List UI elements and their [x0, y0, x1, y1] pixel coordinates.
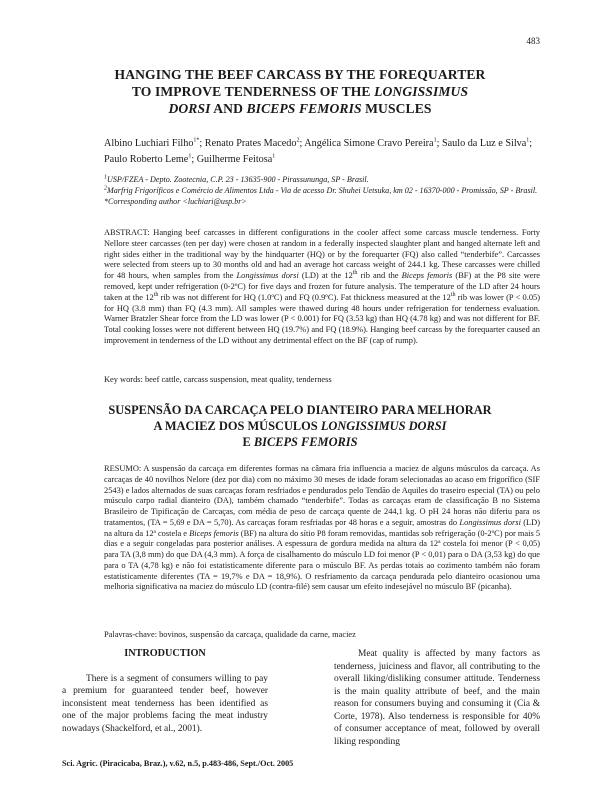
resumo-text: (BF) na altura do sítio P8 foram removidas, mantidas sob refrigeração (0-2ºC) por mais 5 dias e a seguir congeladas para posterior análises. A espessura de gordura medida na altura da 12ª costela foi menor (P < 0,05) para TA (3,8 mm) do que DA (4,3 mm). A força de cisalhamento do músculo LD foi menor (P < 0,01) para o DA (3,53 kg) do que para o TA (4,78 kg) e não foi estatisticamente diferente para o músculo BF. As perdas totais ao cozimento também não foram estatisticamente diferentes (TA = 19,7% e DA = 18,9%). O resfriamento da carcaça pendurada pelo dianteiro ocasionou uma melhoria significativa na maciez do músculo LD (contra-filé) sem causar um efeito indesejável no músculo BF (picanha).: [104, 528, 541, 592]
affiliations: [104, 174, 540, 207]
page-number: 483: [526, 36, 540, 46]
author-name: ; Renato Prates Macedo: [199, 138, 297, 149]
pt-title-text: E: [242, 435, 254, 449]
resumo-text: A suspensão da carcaça em diferentes formas na câmara fria influencia a maciez de alguns músculos da carcaça. As carcaças de 40 novilhos Nelore (dez por dia) com no máximo 30 meses de idade foram selecionadas ao acaso em frigorífico (SIF 2543) e lados alternados de suas carcaças foram resfriados e pendurados pelo Tendão de Aquiles do traseiro especial (TA) ou pelo músculo carpo radial dianteiro (DA), também chamado “tenderbife”. Todas as carcaças eram de classificação B no Sistema Brasileiro de Tipificação de Carcaças, com média de peso de carcaça quente de 244,1 kg. O pH 24 horas não diferiu para os tratamentos, (TA = 5,69 e DA = 5,70). As carcaças foram resfriadas por 48 horas e a seguir, amostras do: [104, 464, 540, 527]
title-italic: LONGISSIMUS: [374, 84, 469, 99]
title-text: MUSCLES: [361, 101, 432, 116]
palavras-text: bovinos, suspensão da carcaça, qualidade da carne, maciez: [159, 630, 356, 639]
author-sup: 2: [296, 137, 300, 144]
aff-text: USP/FZEA - Depto. Zootecnia, C.P. 23 - 13635-900 - Pirassununga, SP - Brasil.: [107, 175, 369, 184]
affiliation-1: [104, 174, 540, 185]
author-sup: 1: [433, 137, 437, 144]
author-sup: 1: [526, 137, 530, 144]
title-line-3: [60, 100, 540, 117]
abstract-sup: th: [153, 291, 159, 298]
author-sup: 1: [272, 153, 276, 160]
author-sup: 1*: [193, 137, 200, 144]
affiliation-2: [104, 185, 540, 196]
pt-title-line-1: SUSPENSÃO DA CARCAÇA PELO DIANTEIRO PARA MELHORAR: [108, 403, 492, 417]
abstract-label: ABSTRACT:: [104, 228, 154, 237]
abstract-italic: Biceps femoris: [401, 271, 453, 281]
portuguese-title: [80, 402, 520, 450]
abstract-sup: th: [352, 270, 358, 277]
palavras-chave: [104, 630, 540, 641]
authors: [104, 136, 540, 168]
abstract-sup: th: [450, 291, 456, 298]
keywords: [104, 375, 540, 386]
article-title: [60, 66, 540, 117]
pt-title-line-3: [80, 434, 520, 450]
pt-title-line-2: [80, 418, 520, 434]
author-name: ; Paulo Roberto Leme: [104, 138, 533, 165]
title-line-1: HANGING THE BEEF CARCASS BY THE FOREQUARTER: [114, 67, 486, 82]
keywords-label: Key words:: [104, 375, 145, 384]
aff-text: Marfrig Frigoríficos e Comércio de Alimentos Ltda - Via de acesso Dr. Shuhei Uetsuka, km 02 - 16370-000 - Promissão, SP - Brasil.: [107, 186, 538, 195]
intro-paragraph-2: Meat quality is affected by many factors as tenderness, juiciness and flavor, all contributing to the overall liking/disliking consumer attitude. Tenderness is the main quality attribute of beef, and the main reason for consumers buying and consuming it (Cia & Corte, 1978). Also tenderness is responsible for 40% of consumer acceptance of meat, followed by overall liking responding: [334, 649, 540, 747]
abstract-text: rib was lower (P < 0.05) for HQ (3.8 mm) than FQ (4.3 mm). All samples were thawed during 48 hours under refrigeration for tenderness evaluation. Warner Bratzler Shear force from the LD was lower (P < 0.001) for FQ (3.53 kg) than HQ (4.78 kg) and was not different for BF. Total cooking losses were not different between HQ (19.7%) and FQ (18.9%). Hanging beef carcass by the forequarter caused an improvement in tenderness of the LD without any detrimental effect on the BF (cap of rump).: [104, 292, 540, 345]
palavras-label: Palavras-chave:: [104, 630, 160, 639]
author-name: Albino Luchiari Filho: [104, 138, 194, 149]
resumo-italic: Longissimus dorsi: [459, 517, 521, 527]
column-left: [62, 648, 268, 735]
author-name: ; Guilherme Feitosa: [191, 154, 273, 165]
aff-sup: 2: [104, 185, 107, 192]
author-name: ; Angélica Simone Cravo Pereira: [299, 138, 434, 149]
column-right: [334, 648, 540, 748]
title-line-2: [60, 83, 540, 100]
abstract-text: Hanging beef carcasses in different configurations in the cooler affect some carcass muscle tenderness. Forty Nellore steer carcasses (ten per day) were chosen at random in a federally inspected slaughter plant and hanged alternate left and right sides either in the traditional way by the hindquarter (HQ) or by the forequarter (FQ) also called “tenderbife”. Carcasses were selected from steers up to 30 months old and had an average hot carcass weight of 244.1 kg. These carcasses were chilled for 48 hours, when samples from the: [104, 228, 540, 281]
abstract: [104, 228, 540, 347]
corresponding-author: *Corresponding author <luchiari@usp.br>: [104, 197, 247, 206]
keywords-text: beef cattle, carcass suspension, meat quality, tenderness: [144, 375, 332, 384]
resumo-label: RESUMO:: [104, 464, 144, 473]
resumo-italic: Biceps femoris: [189, 528, 239, 538]
abstract-text: (LD) at the 12: [298, 271, 353, 281]
pt-title-text: A MACIEZ DOS MÚSCULOS: [153, 419, 321, 433]
abstract-text: (BF) at the P8 site were removed, kept under refrigeration (0-2ºC) for five days and frozen for future analysis. The temperature of the LD after 24 hours taken at the 12: [104, 271, 540, 302]
resumo: [104, 464, 540, 593]
aff-sup: 1: [104, 174, 107, 181]
section-heading-introduction: INTRODUCTION: [124, 648, 206, 659]
journal-footer: Sci. Agric. (Piracicaba, Braz.), v.62, n.5, p.483-486, Sept./Oct. 2005: [62, 759, 294, 768]
abstract-text: rib and the: [357, 271, 402, 281]
author-sup: 1: [188, 153, 192, 160]
pt-title-italic: LONGISSIMUS DORSI: [320, 419, 447, 433]
title-text: TO IMPROVE TENDERNESS OF THE: [131, 84, 375, 99]
pt-title-italic: BICEPS FEMORIS: [253, 435, 358, 449]
author-name: ; Saulo da Luz e Silva: [436, 138, 527, 149]
title-italic: BICEPS FEMORIS: [246, 101, 362, 116]
abstract-text: rib was not different for HQ (1.0ºC) and FQ (0.9ºC). Fat thickness measured at the 12: [158, 292, 451, 302]
title-italic: DORSI: [168, 101, 211, 116]
intro-paragraph-1: There is a segment of consumers willing to pay a premium for guaranteed tender beef, however inconsistent meat tenderness has been identified as one of the major problems facing the meat industry nowadays (Shackelford, et al., 2001).: [62, 673, 268, 734]
resumo-text: (LD) na altura da 12ª costela e: [104, 517, 540, 538]
title-text: AND: [210, 101, 247, 116]
abstract-italic: Longissimus dorsi: [236, 271, 299, 281]
